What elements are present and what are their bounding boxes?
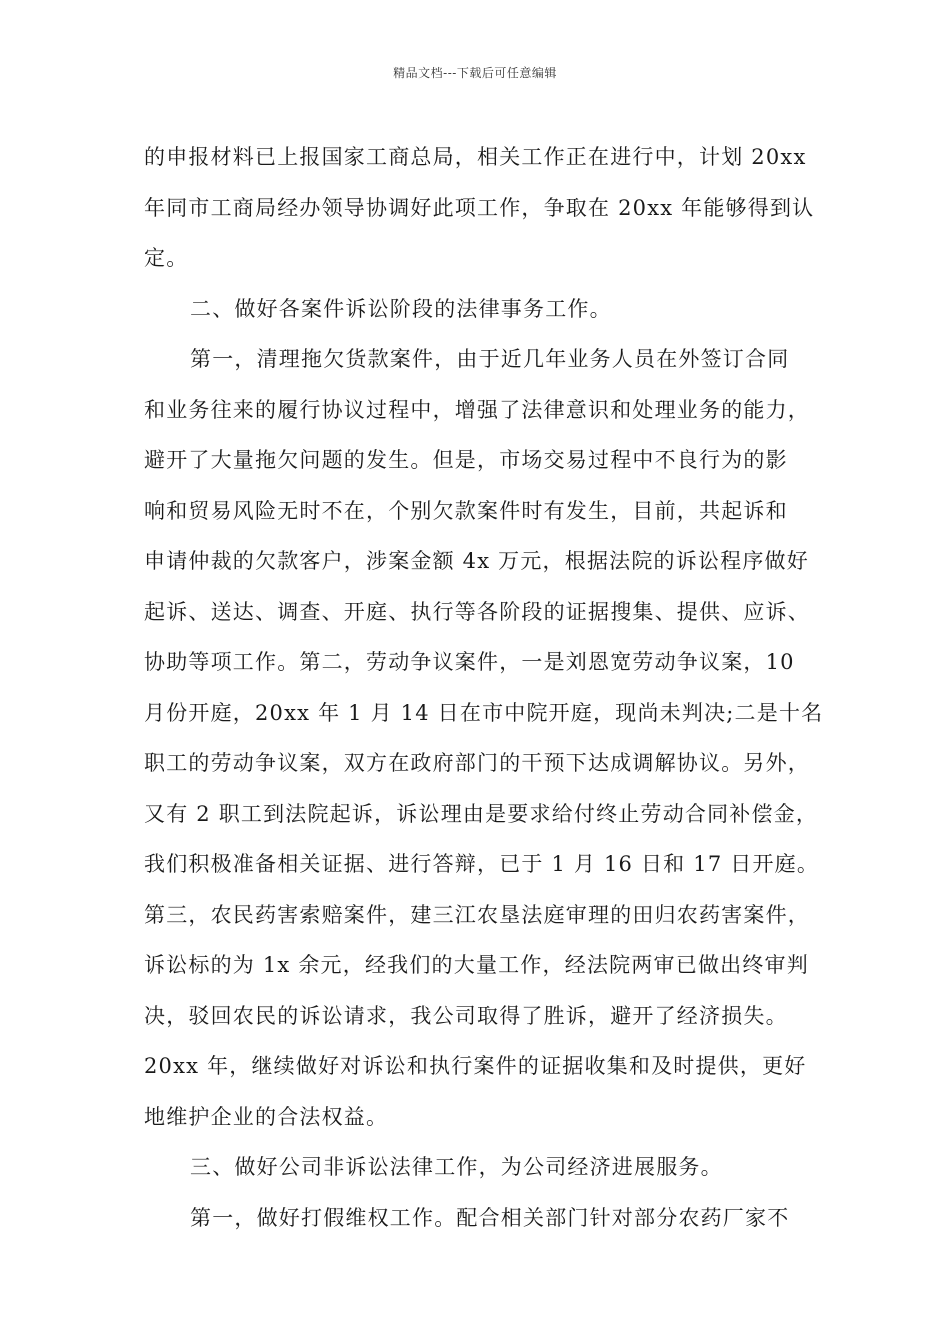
section-heading: 三、做好公司非诉讼法律工作，为公司经济进展服务。 [190, 1155, 723, 1179]
text-line: 诉讼标的为 1x 余元，经我们的大量工作，经法院两审已做出终审判 [144, 953, 809, 977]
text-line: 第一，做好打假维权工作。配合相关部门针对部分农药厂家不 [190, 1205, 790, 1230]
text-line: 20xx 年，继续做好对诉讼和执行案件的证据收集和及时提供，更好 [144, 1054, 807, 1078]
text-line: 第三，农民药害索赔案件，建三江农垦法庭审理的田归农药害案件， [144, 902, 810, 927]
text-line: 我们积极准备相关证据、进行答辩，已于 1 月 16 日和 17 日开庭。 [144, 852, 820, 876]
text-line: 和业务往来的履行协议过程中，增强了法律意识和处理业务的能力， [144, 397, 810, 422]
text-line: 月份开庭，20xx 年 1 月 14 日在市中院开庭，现尚未判决;二是十名 [144, 700, 824, 725]
page-header: 精品文档---下载后可任意编辑 [393, 66, 557, 80]
document-body [144, 132, 824, 1243]
text-line: 协助等项工作。第二，劳动争议案件，一是刘恩宽劳动争议案，10 [144, 650, 795, 674]
text-line: 的申报材料已上报国家工商总局，相关工作正在进行中，计划 20xx [144, 145, 807, 169]
text-line: 避开了大量拖欠问题的发生。但是，市场交易过程中不良行为的影 [144, 448, 788, 472]
section-heading: 二、做好各案件诉讼阶段的法律事务工作。 [190, 296, 612, 321]
text-line: 起诉、送达、调查、开庭、执行等各阶段的证据搜集、提供、应诉、 [144, 599, 810, 624]
text-line: 响和贸易风险无时不在，个别欠款案件时有发生，目前，共起诉和 [144, 498, 788, 523]
text-line: 地维护企业的合法权益。 [144, 1104, 389, 1129]
text-line: 职工的劳动争议案，双方在政府部门的干预下达成调解协议。另外， [144, 751, 810, 775]
text-line: 申请仲裁的欠款客户，涉案金额 4x 万元，根据法院的诉讼程序做好 [144, 549, 809, 573]
text-line: 又有 2 职工到法院起诉，诉讼理由是要求给付终止劳动合同补偿金， [144, 801, 819, 826]
text-line: 年同市工商局经办领导协调好此项工作，争取在 20xx 年能够得到认 [144, 195, 815, 220]
text-line: 第一，清理拖欠货款案件，由于近几年业务人员在外签订合同 [190, 347, 790, 371]
text-line: 定。 [144, 246, 189, 270]
text-line: 决，驳回农民的诉讼请求，我公司取得了胜诉，避开了经济损失。 [144, 1003, 788, 1028]
